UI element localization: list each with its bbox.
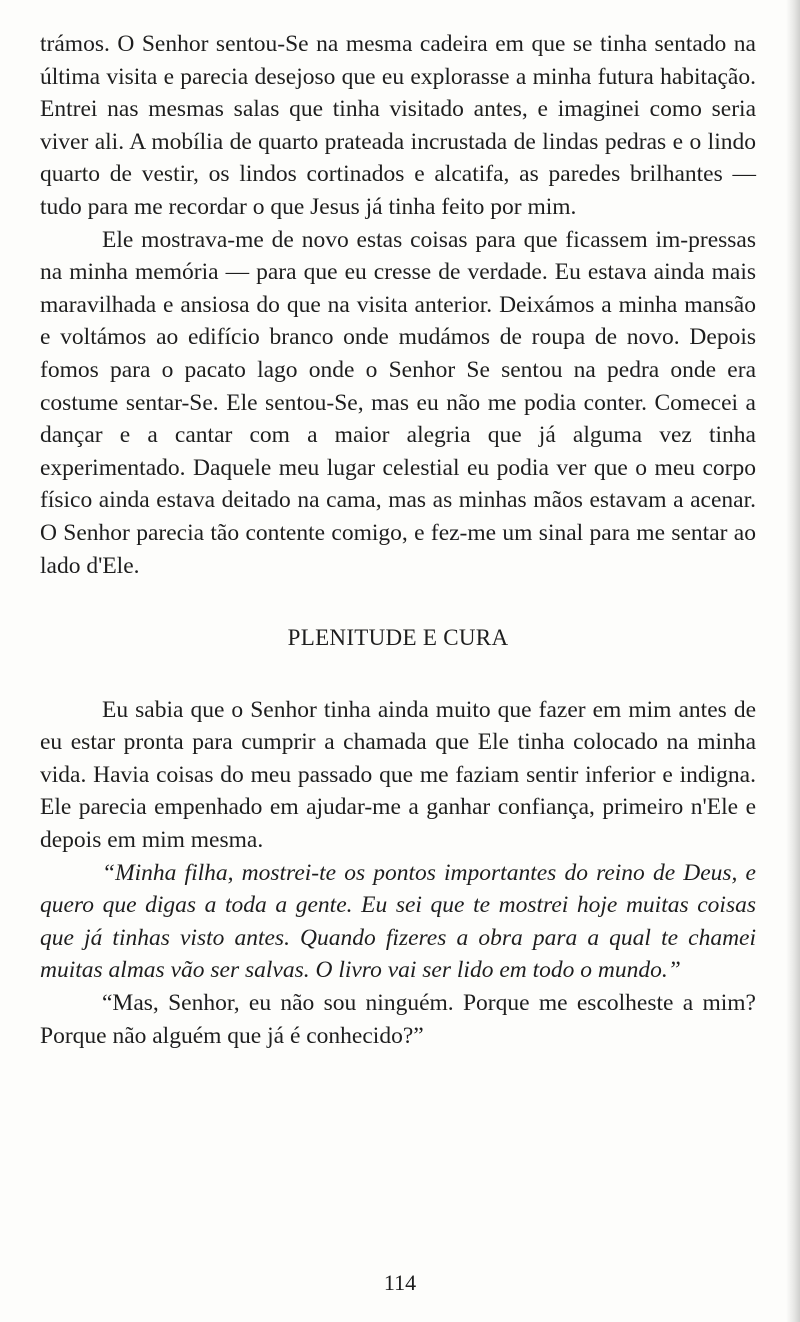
paragraph-showing-again: Ele mostrava-me de novo estas coisas para que ficassem im-pressas na minha memória — para que eu cresse de verdade. Eu estava ainda mais maravilhada e ansiosa do que na visita anterior. Deixámos a minha mansão e voltámos ao edifício branco onde mudámos de roupa de novo. Depois fomos para o pacato lago onde o Senhor Se sentou na pedra onde era costume sentar-Se. Ele sentou-Se, mas eu não me podia conter. Comecei a dançar e a cantar com a maior alegria que já alguma vez tinha experimentado. Daquele meu lugar celestial eu podia ver que o meu corpo físico ainda estava deitado na cama, mas as minhas mãos estavam a acenar. O Senhor parecia tão contente comigo, e fez-me um sinal para me sentar ao lado d'Ele.	[40, 226, 756, 579]
paragraph-reply: “Mas, Senhor, eu não sou ninguém. Porque me escolheste a mim? Porque não alguém que já é conhecido?”	[40, 990, 756, 1049]
book-page	[40, 28, 756, 1052]
paragraph-continuation: trámos. O Senhor sentou-Se na mesma cadeira em que se tinha sentado na última visita e parecia desejoso que eu explorasse a minha futura habitação. Entrei nas mesmas salas que tinha visitado antes, e imaginei como seria viver ali. A mobília de quarto prateada incrustada de lindas pedras e o lindo quarto de vestir, os lindos cortinados e alcatifa, as paredes brilhantes — tudo para me recordar o que Jesus já tinha feito por mim.	[40, 31, 756, 220]
paragraph-plenitude: Eu sabia que o Senhor tinha ainda muito que fazer em mim antes de eu estar pronta para cumprir a chamada que Ele tinha colocado na minha vida. Havia coisas do meu passado que me faziam sentir inferior e indigna. Ele parecia empenhado em ajudar-me a ganhar confiança, primeiro n'Ele e depois em mim mesma.	[40, 696, 756, 854]
page-number: 114	[383, 1270, 417, 1295]
page-edge-shadow	[786, 0, 800, 1322]
section-heading: PLENITUDE E CURA	[287, 625, 509, 651]
paragraph-lord-speech: “Minha filha, mostrei-te os pontos importantes do reino de Deus, e quero que digas a toda a gente. Eu sei que te mostrei hoje muitas coisas que já tinhas visto antes. Quando fizeres a obra para a qual te chamei muitas almas vão ser salvas. O livro vai ser lido em todo o mundo.”	[40, 859, 756, 984]
